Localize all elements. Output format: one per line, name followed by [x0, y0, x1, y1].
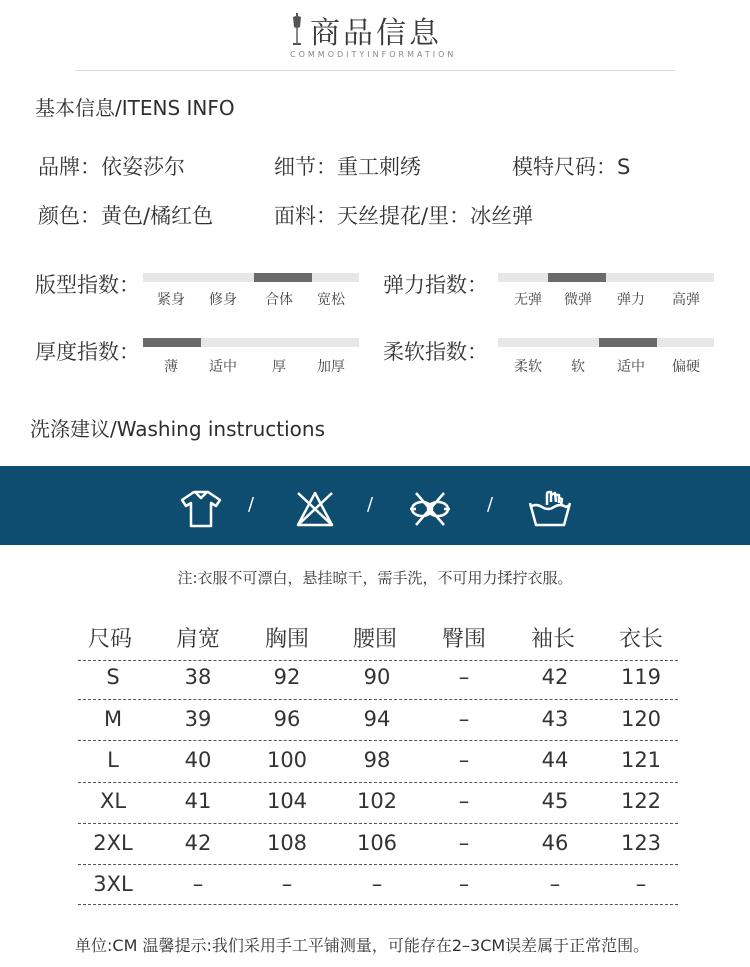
softness-tick: 适中 [617, 359, 645, 375]
table-cell: – [635, 872, 647, 896]
table-cell: 2XL [93, 831, 133, 855]
softness-index-scale [498, 338, 714, 347]
fit-tick: 合体 [265, 292, 293, 308]
table-cell: XL [99, 789, 127, 813]
washing-heading: 洗涤建议/Washing instructions [30, 417, 325, 441]
table-cell: – [549, 872, 561, 896]
washing-band [0, 466, 750, 545]
table-cell: 119 [620, 665, 662, 689]
fit-tick: 紧身 [157, 292, 185, 308]
table-cell: – [458, 831, 470, 855]
table-cell: 96 [273, 707, 301, 731]
thickness-tick: 厚 [272, 359, 286, 375]
hang-dry-icon [178, 489, 224, 529]
size-table-header: 袖长 [530, 627, 576, 652]
fit-index-label: 版型指数： [35, 273, 140, 297]
elasticity-index-marker [548, 273, 606, 282]
no-wring-icon [407, 489, 453, 529]
elasticity-tick: 无弹 [514, 292, 542, 308]
thickness-tick: 加厚 [317, 359, 345, 375]
fit-tick: 修身 [209, 292, 237, 308]
detail-info: 细节：重工刺绣 [274, 155, 421, 179]
table-cell: – [458, 789, 470, 813]
table-cell: 46 [541, 831, 569, 855]
table-cell: 92 [273, 665, 301, 689]
table-cell: 102 [356, 789, 398, 813]
table-cell: 38 [184, 665, 212, 689]
table-cell: 122 [620, 789, 662, 813]
size-table-header: 肩宽 [175, 627, 221, 652]
softness-index-marker [599, 338, 657, 347]
table-cell: – [458, 665, 470, 689]
table-cell: 3XL [93, 872, 133, 896]
table-cell: 41 [184, 789, 212, 813]
table-cell: – [458, 707, 470, 731]
table-divider [78, 660, 678, 661]
table-divider [78, 904, 678, 905]
page-subtitle: COMMODITYINFORMATION [290, 50, 457, 59]
table-cell: 108 [266, 831, 308, 855]
mannequin-icon [290, 13, 304, 47]
size-table-header: 胸围 [264, 627, 310, 652]
table-cell: – [281, 872, 293, 896]
elasticity-tick: 弹力 [617, 292, 645, 308]
elasticity-tick: 微弹 [564, 292, 592, 308]
thickness-index-label: 厚度指数： [35, 340, 140, 364]
size-table-header: 腰围 [352, 627, 398, 652]
measurement-footnote: 单位:CM 温馨提示:我们采用手工平铺测量，可能存在2–3CM误差属于正常范围。 [75, 936, 650, 955]
elasticity-index-label: 弹力指数： [383, 273, 488, 297]
table-cell: – [458, 748, 470, 772]
softness-index-label: 柔软指数： [383, 340, 488, 364]
thickness-index-marker [143, 338, 201, 347]
divider [75, 70, 675, 71]
table-cell: 121 [620, 748, 662, 772]
fit-tick: 宽松 [317, 292, 345, 308]
table-cell: 98 [363, 748, 391, 772]
fabric-info: 面料：天丝提花/里：冰丝弹 [274, 204, 534, 228]
table-cell: 42 [184, 831, 212, 855]
thickness-tick: 薄 [164, 359, 178, 375]
table-cell: 90 [363, 665, 391, 689]
table-cell: 44 [541, 748, 569, 772]
size-table-header: 衣长 [618, 627, 664, 652]
fit-index-marker [254, 273, 312, 282]
color-info: 颜色：黄色/橘红色 [38, 204, 214, 228]
thickness-index-scale [143, 338, 359, 347]
table-divider [78, 699, 678, 700]
separator: / [248, 494, 255, 515]
brand-info: 品牌：依姿莎尔 [38, 155, 185, 179]
elasticity-index-scale [498, 273, 714, 282]
size-table-header: 尺码 [87, 627, 133, 652]
table-cell: 120 [620, 707, 662, 731]
table-cell: 42 [541, 665, 569, 689]
softness-tick: 柔软 [514, 359, 542, 375]
table-divider [78, 740, 678, 741]
table-cell: – [371, 872, 383, 896]
table-cell: 106 [356, 831, 398, 855]
table-cell: 100 [266, 748, 308, 772]
softness-tick: 偏硬 [672, 359, 700, 375]
table-cell: – [192, 872, 204, 896]
table-cell: L [107, 748, 119, 772]
table-cell: – [458, 872, 470, 896]
hand-wash-icon [527, 489, 573, 529]
table-cell: M [103, 707, 123, 731]
table-cell: 94 [363, 707, 391, 731]
table-divider [78, 782, 678, 783]
table-cell: 45 [541, 789, 569, 813]
table-divider [78, 864, 678, 865]
elasticity-tick: 高弹 [672, 292, 700, 308]
softness-tick: 软 [571, 359, 585, 375]
table-cell: 123 [620, 831, 662, 855]
thickness-tick: 适中 [209, 359, 237, 375]
table-cell: 40 [184, 748, 212, 772]
table-cell: 43 [541, 707, 569, 731]
table-cell: 104 [266, 789, 308, 813]
page-title: 商品信息 [310, 16, 442, 51]
model-size-info: 模特尺码：S [512, 155, 631, 179]
table-cell: 39 [184, 707, 212, 731]
separator: / [367, 494, 374, 515]
basic-info-heading: 基本信息/ITENS INFO [35, 96, 235, 120]
separator: / [487, 494, 494, 515]
fit-index-scale [143, 273, 359, 282]
size-table-header: 臀围 [441, 627, 487, 652]
table-divider [78, 823, 678, 824]
no-bleach-icon [292, 489, 338, 529]
washing-note: 注:衣服不可漂白，悬挂晾干，需手洗，不可用力揉拧衣服。 [177, 569, 573, 587]
table-cell: S [106, 665, 120, 689]
